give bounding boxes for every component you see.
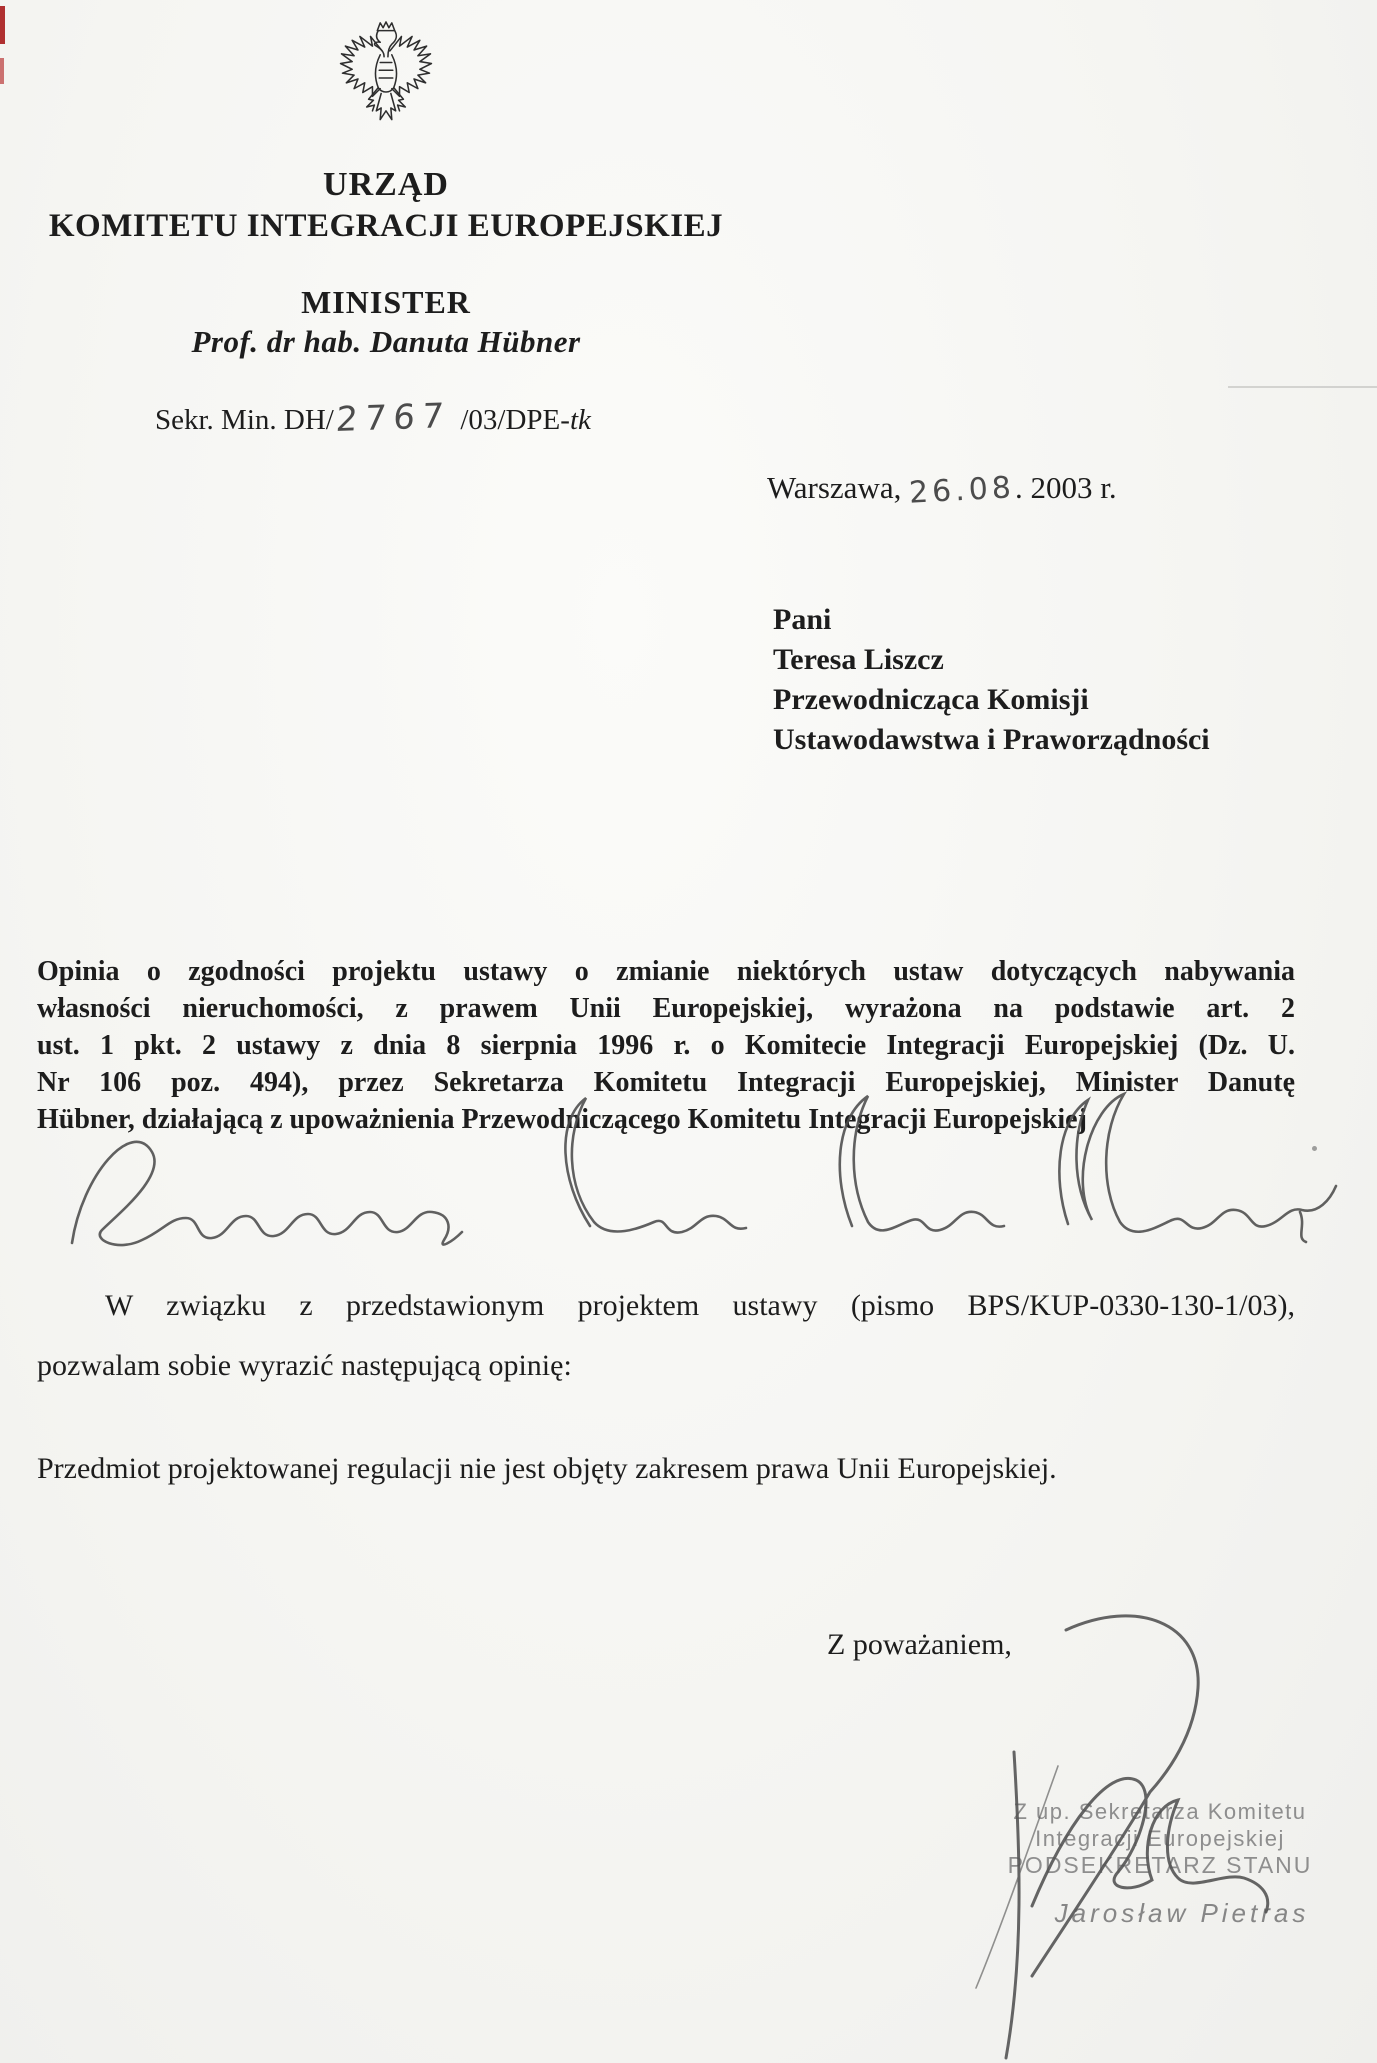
reference-suffix: /03/DPE- [460,404,570,436]
recipient-block [773,600,1210,760]
dateline [767,470,1117,511]
reference-prefix: Sekr. Min. DH/ [155,404,334,436]
body-paragraph-2: Przedmiot projektowanej regulacji nie jest objęty zakresem prawa Unii Europejskiej. [37,1452,1057,1485]
stamp-line3: PODSEKRETARZ STANU [1007,1852,1313,1878]
reference-suffix-initials: tk [569,404,591,436]
office-name-line2: KOMITETU INTEGRACJI EUROPEJSKIEJ [48,208,724,244]
handwritten-date: 26.08 [908,470,1016,511]
polish-eagle-emblem-icon [328,20,444,136]
subject-line: Opinia o zgodności projektu ustawy o zmianie niektórych ustaw dotyczących nabywania [37,956,1295,987]
official-stamp [960,1798,1360,1879]
recipient-salutation: Pani [773,603,832,636]
scan-artifact-red-mark [0,58,4,84]
office-name-line1: URZĄD [323,166,449,203]
subject-paragraph [37,953,1295,1138]
reference-number-line [155,395,591,441]
subject-line: Hübner, działającą z upoważnienia Przewodniczącego Komitetu Integracji Europejskiej [37,1104,1087,1135]
stamp-line1: Z up. Sekretarza Komitetu [1013,1799,1307,1824]
stamp-line2: Integracji Europejskiej [1035,1826,1285,1851]
stray-ink-dot [1312,1146,1317,1151]
scan-fold-line [1228,386,1377,388]
scan-artifact-red-mark [0,6,5,44]
dateline-year: . 2003 r. [1014,470,1117,505]
minister-name: Prof. dr hab. Danuta Hübner [191,324,581,359]
body-paragraph-1 [37,1276,1295,1396]
handwritten-reference-number: 2767 [334,395,452,441]
recipient-role-line2: Ustawodawstwa i Praworządności [773,723,1210,756]
subject-line: ust. 1 pkt. 2 ustawy z dnia 8 sierpnia 1996 r. o Komitecie Integracji Europejskiej (Dz. U. [37,1030,1295,1061]
subject-line: własności nieruchomości, z prawem Unii Europejskiej, wyrażona na podstawie art. 2 [37,993,1295,1024]
subject-line: Nr 106 poz. 494), przez Sekretarza Komitetu Integracji Europejskiej, Minister Danutę [37,1067,1295,1098]
undersecretary-name: Jarosław Pietras [1054,1898,1310,1928]
dateline-city: Warszawa, [767,470,902,505]
minister-title: MINISTER [301,284,471,320]
recipient-name: Teresa Liszcz [773,643,944,676]
body-paragraph-1-line2: pozwalam sobie wyrazić następującą opinię: [37,1349,572,1382]
valediction: Z poważaniem, [827,1628,1012,1661]
recipient-role-line1: Przewodnicząca Komisji [773,683,1089,716]
body-paragraph-1-line1: W związku z przedstawionym projektem ustawy (pismo BPS/KUP-0330-130-1/03), [105,1289,1295,1322]
